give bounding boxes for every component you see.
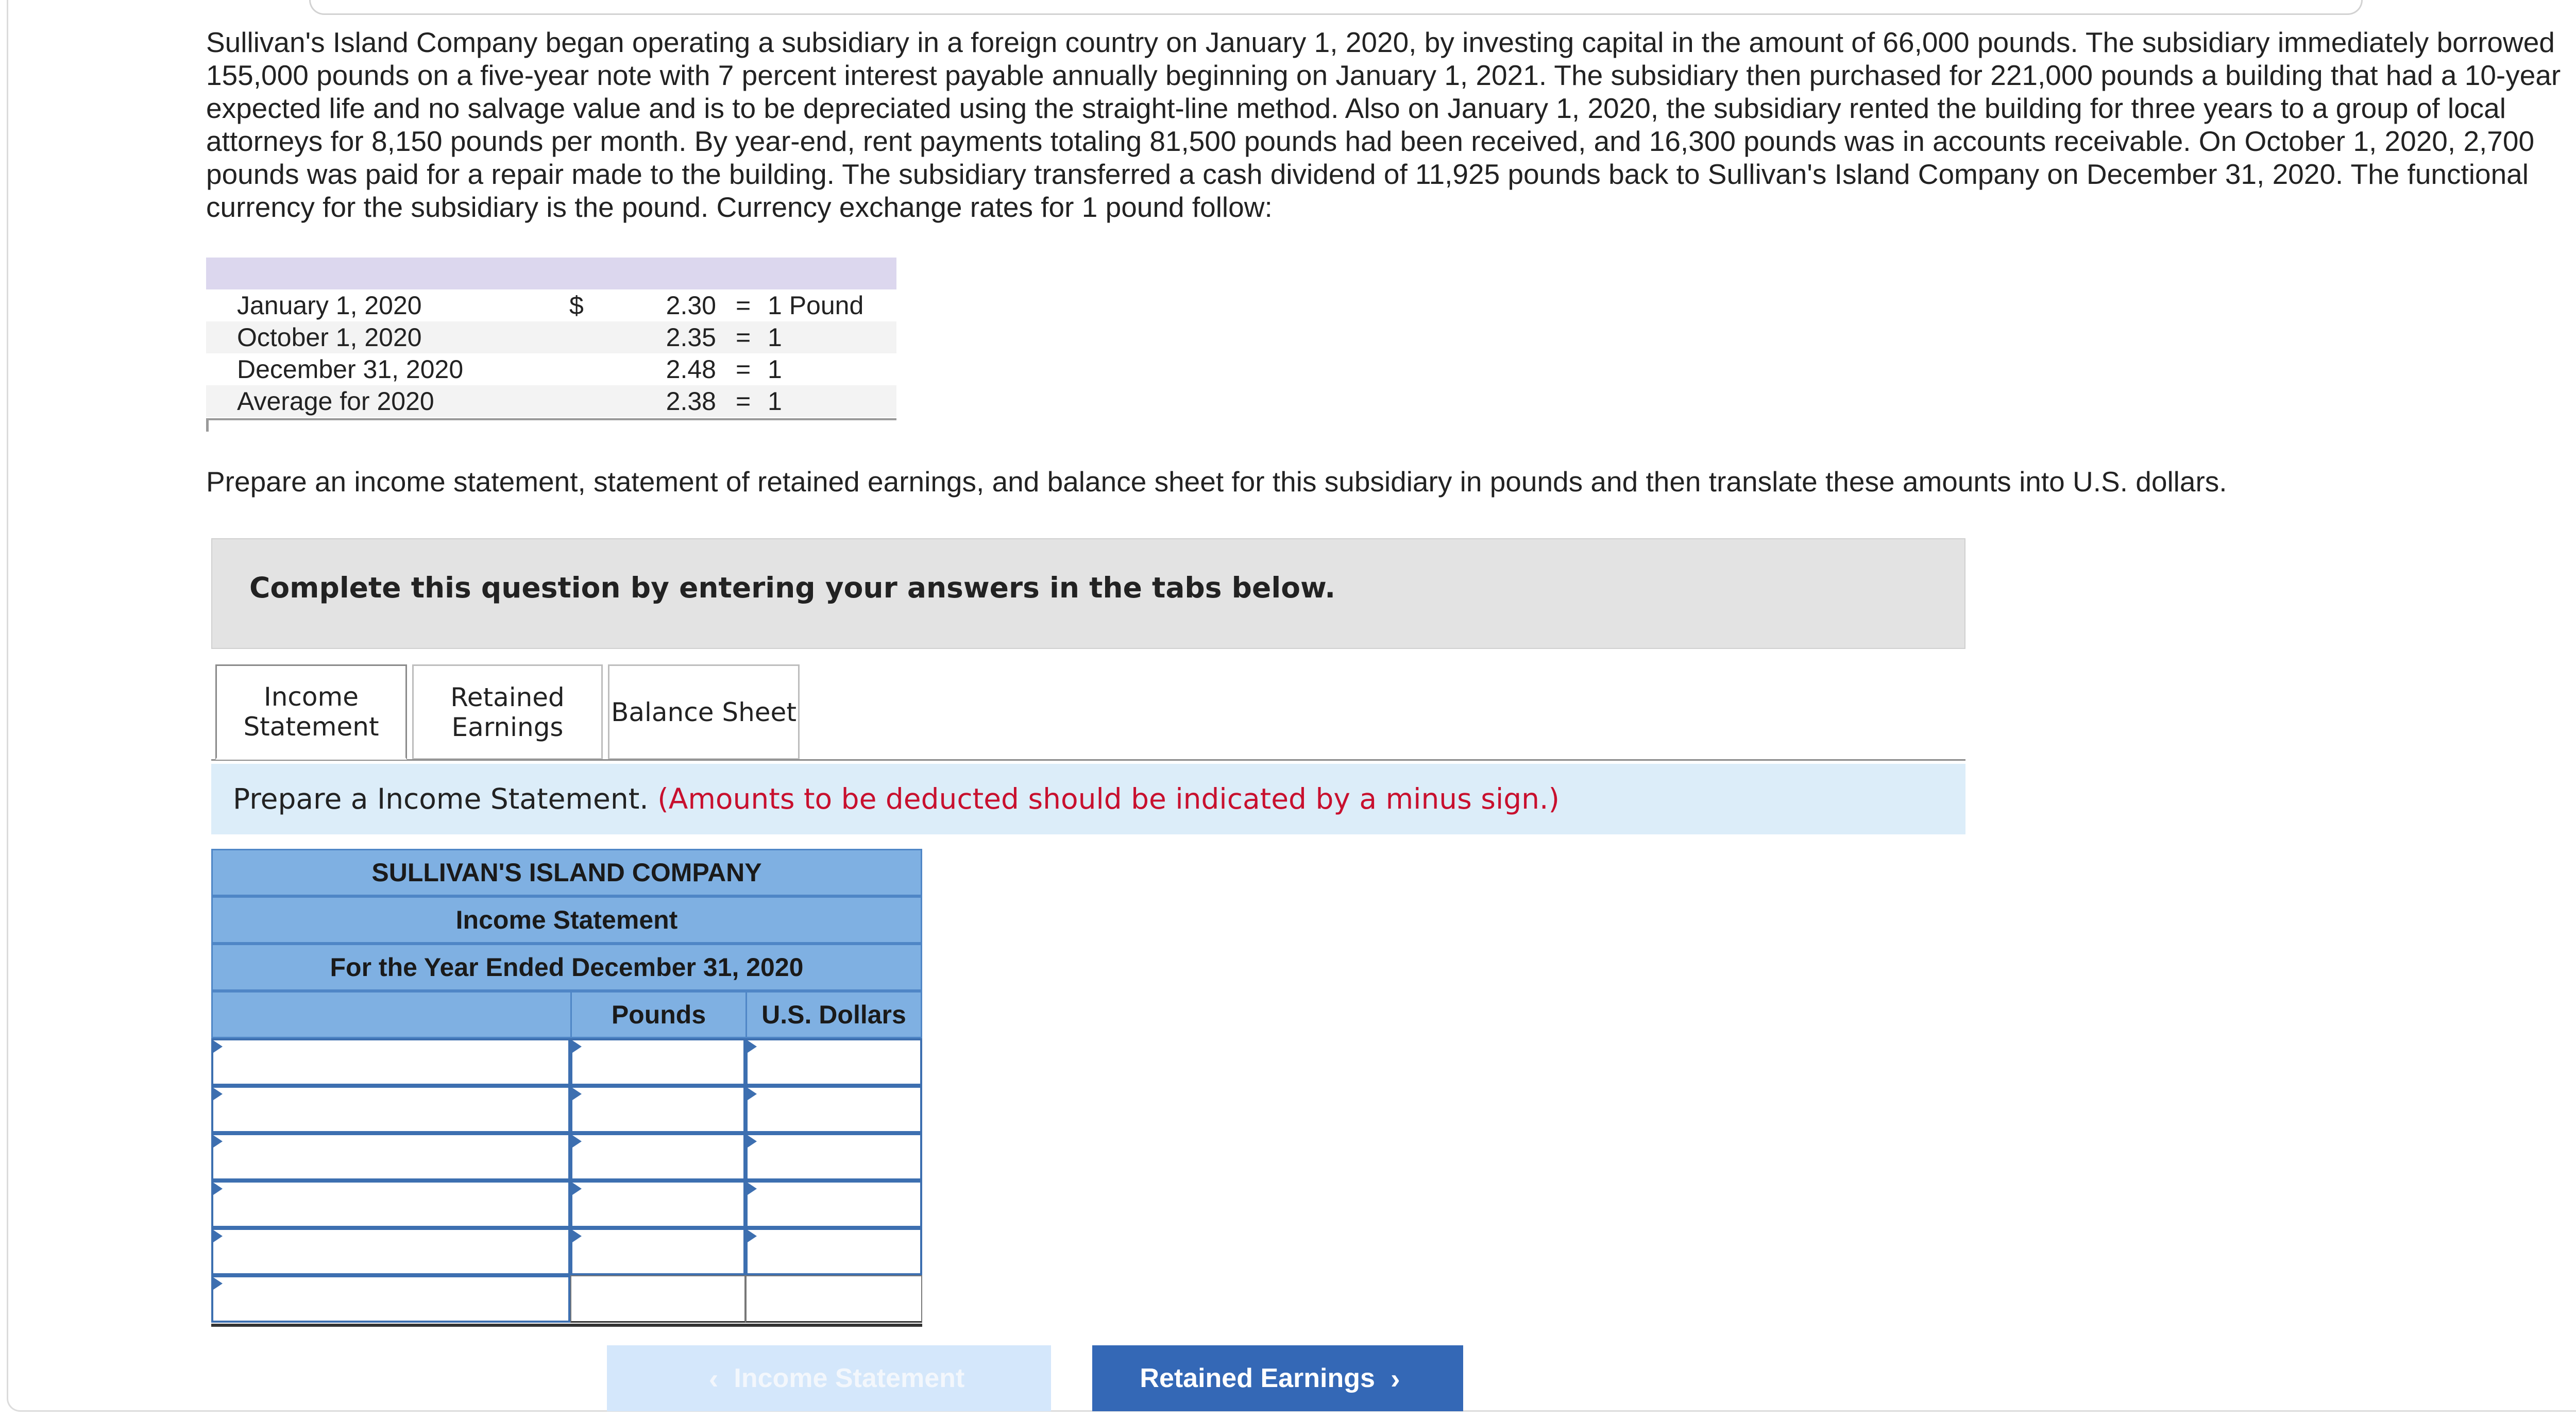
chevron-right-icon: › [1390,1362,1400,1395]
account-input-cell[interactable] [211,1038,570,1086]
rate-row [206,353,896,385]
account-input[interactable] [213,1183,568,1226]
rate-unit: 1 Pound [768,291,864,320]
prepare-note: (Amounts to be deducted should be indicated by a minus sign.) [657,782,1560,815]
dollars-input[interactable] [748,1040,920,1084]
dollars-input-cell[interactable] [745,1133,922,1181]
tab-label-line1: Income [264,682,359,712]
rates-table [206,289,896,418]
rate-equals: = [736,323,751,352]
tab-label-line1: Retained [450,682,565,712]
statement-column-header [211,991,922,1038]
statement-bottom-rule [211,1324,922,1327]
account-input-cell[interactable] [211,1133,570,1181]
next-tab-button[interactable] [1092,1345,1463,1411]
tab-income-statement[interactable] [215,664,407,760]
top-border-curve [309,0,2363,15]
tab-label-line2: Statement [243,712,379,742]
pounds-input-cell[interactable] [570,1038,745,1086]
tab-label-line1: Balance Sheet [611,697,796,727]
rate-row [206,321,896,353]
dollars-input-cell[interactable] [745,1038,922,1086]
rate-unit: 1 [768,323,782,352]
account-input-cell[interactable] [211,1086,570,1133]
account-input-cell[interactable] [211,1228,570,1275]
chevron-left-icon: ‹ [708,1362,719,1395]
dollars-input-cell[interactable] [745,1086,922,1133]
rate-equals: = [736,291,751,320]
pounds-input[interactable] [572,1183,743,1226]
dollars-total-cell [745,1275,922,1323]
pounds-input[interactable] [572,1230,743,1273]
dollars-input-cell[interactable] [745,1181,922,1228]
table-row [211,1086,922,1133]
statement-company-header: SULLIVAN'S ISLAND COMPANY [211,849,922,896]
rate-dollar-sign: $ [569,291,584,320]
dollars-input[interactable] [748,1230,920,1273]
statement-period-header: For the Year Ended December 31, 2020 [211,944,922,991]
rate-row [206,289,896,321]
complete-question-box [211,538,1965,649]
tab-baseline [211,759,1965,761]
complete-question-text: Complete this question by entering your answers in the tabs below. [249,571,1336,604]
dollars-input[interactable] [748,1088,920,1131]
rate-value: 2.35 [666,323,716,352]
previous-tab-button[interactable] [607,1345,1051,1411]
next-tab-label: Retained Earnings [1140,1363,1375,1393]
total-label-input[interactable] [213,1277,568,1321]
problem-text: Sullivan's Island Company began operating a subsidiary in a foreign country on January 1, 2020, by investing capital in the amount of 66,000 pounds. The subsidiary immediately borrowed 155,000 pounds on a five-year note with 7 percent interest payable annually beginning on January 1, 2021. The subsidiary then purchased for 221,000 pounds a building that had a 10-year expected life and no salvage value and is to be depreciated using the straight-line method. Also on January 1, 2020, the subsidiary rented the building for three years to a group of local attorneys for 8,150 pounds per month. By year-end, rent payments totaling 81,500 pounds had been received, and 16,300 pounds was in accounts receivable. On October 1, 2020, 2,700 pounds was paid for a repair made to the building. The subsidiary transferred a cash dividend of 11,925 pounds back to Sullivan's Island Company on December 31, 2020. The functional currency for the subsidiary is the pound. Currency exchange rates for 1 pound follow: [206,26,2561,223]
account-input[interactable] [213,1230,568,1273]
rate-row [206,385,896,417]
prepare-text: Prepare a Income Statement. [233,782,649,815]
account-input[interactable] [213,1040,568,1084]
pounds-input[interactable] [572,1040,743,1084]
rate-value: 2.48 [666,355,716,384]
rate-value: 2.30 [666,291,716,320]
statement-title-header: Income Statement [211,896,922,944]
pounds-input-cell[interactable] [570,1228,745,1275]
pounds-total-cell [570,1275,745,1323]
tab-label-line2: Earnings [451,712,564,742]
table-row [211,1228,922,1275]
rate-date: December 31, 2020 [237,355,464,384]
pounds-input-cell[interactable] [570,1133,745,1181]
rate-value: 2.38 [666,387,716,416]
dollars-input[interactable] [748,1183,920,1226]
pounds-input-cell[interactable] [570,1181,745,1228]
rate-equals: = [736,387,751,416]
tab-balance-sheet[interactable] [608,664,800,760]
table-row [211,1038,922,1086]
column-header-dollars: U.S. Dollars [761,1000,906,1029]
pounds-input-cell[interactable] [570,1086,745,1133]
prepare-instruction [233,782,1560,815]
rate-unit: 1 [768,355,782,384]
pounds-input[interactable] [572,1088,743,1131]
rate-date: January 1, 2020 [237,291,422,320]
rate-equals: = [736,355,751,384]
rate-unit: 1 [768,387,782,416]
rate-date: Average for 2020 [237,387,434,416]
table-row-total [211,1275,922,1323]
table-row [211,1181,922,1228]
account-input[interactable] [213,1088,568,1131]
rates-table-corner-tick [206,418,209,432]
rates-table-bottom-rule [206,418,896,420]
total-label-input-cell[interactable] [211,1275,570,1323]
account-input[interactable] [213,1135,568,1178]
prepare-instruction-box [211,764,1965,834]
dollars-input-cell[interactable] [745,1228,922,1275]
account-input-cell[interactable] [211,1181,570,1228]
column-header-pounds: Pounds [572,993,747,1037]
tab-retained-earnings[interactable] [412,664,603,760]
rates-table-header [206,258,896,289]
previous-tab-label: Income Statement [734,1363,965,1393]
table-row [211,1133,922,1181]
pounds-input[interactable] [572,1135,743,1178]
dollars-input[interactable] [748,1135,920,1178]
column-header-label [213,993,572,1037]
rate-date: October 1, 2020 [237,323,422,352]
instruction-text: Prepare an income statement, statement of retained earnings, and balance sheet for this subsidiary in pounds and then translate these amounts into U.S. dollars. [206,466,2227,498]
